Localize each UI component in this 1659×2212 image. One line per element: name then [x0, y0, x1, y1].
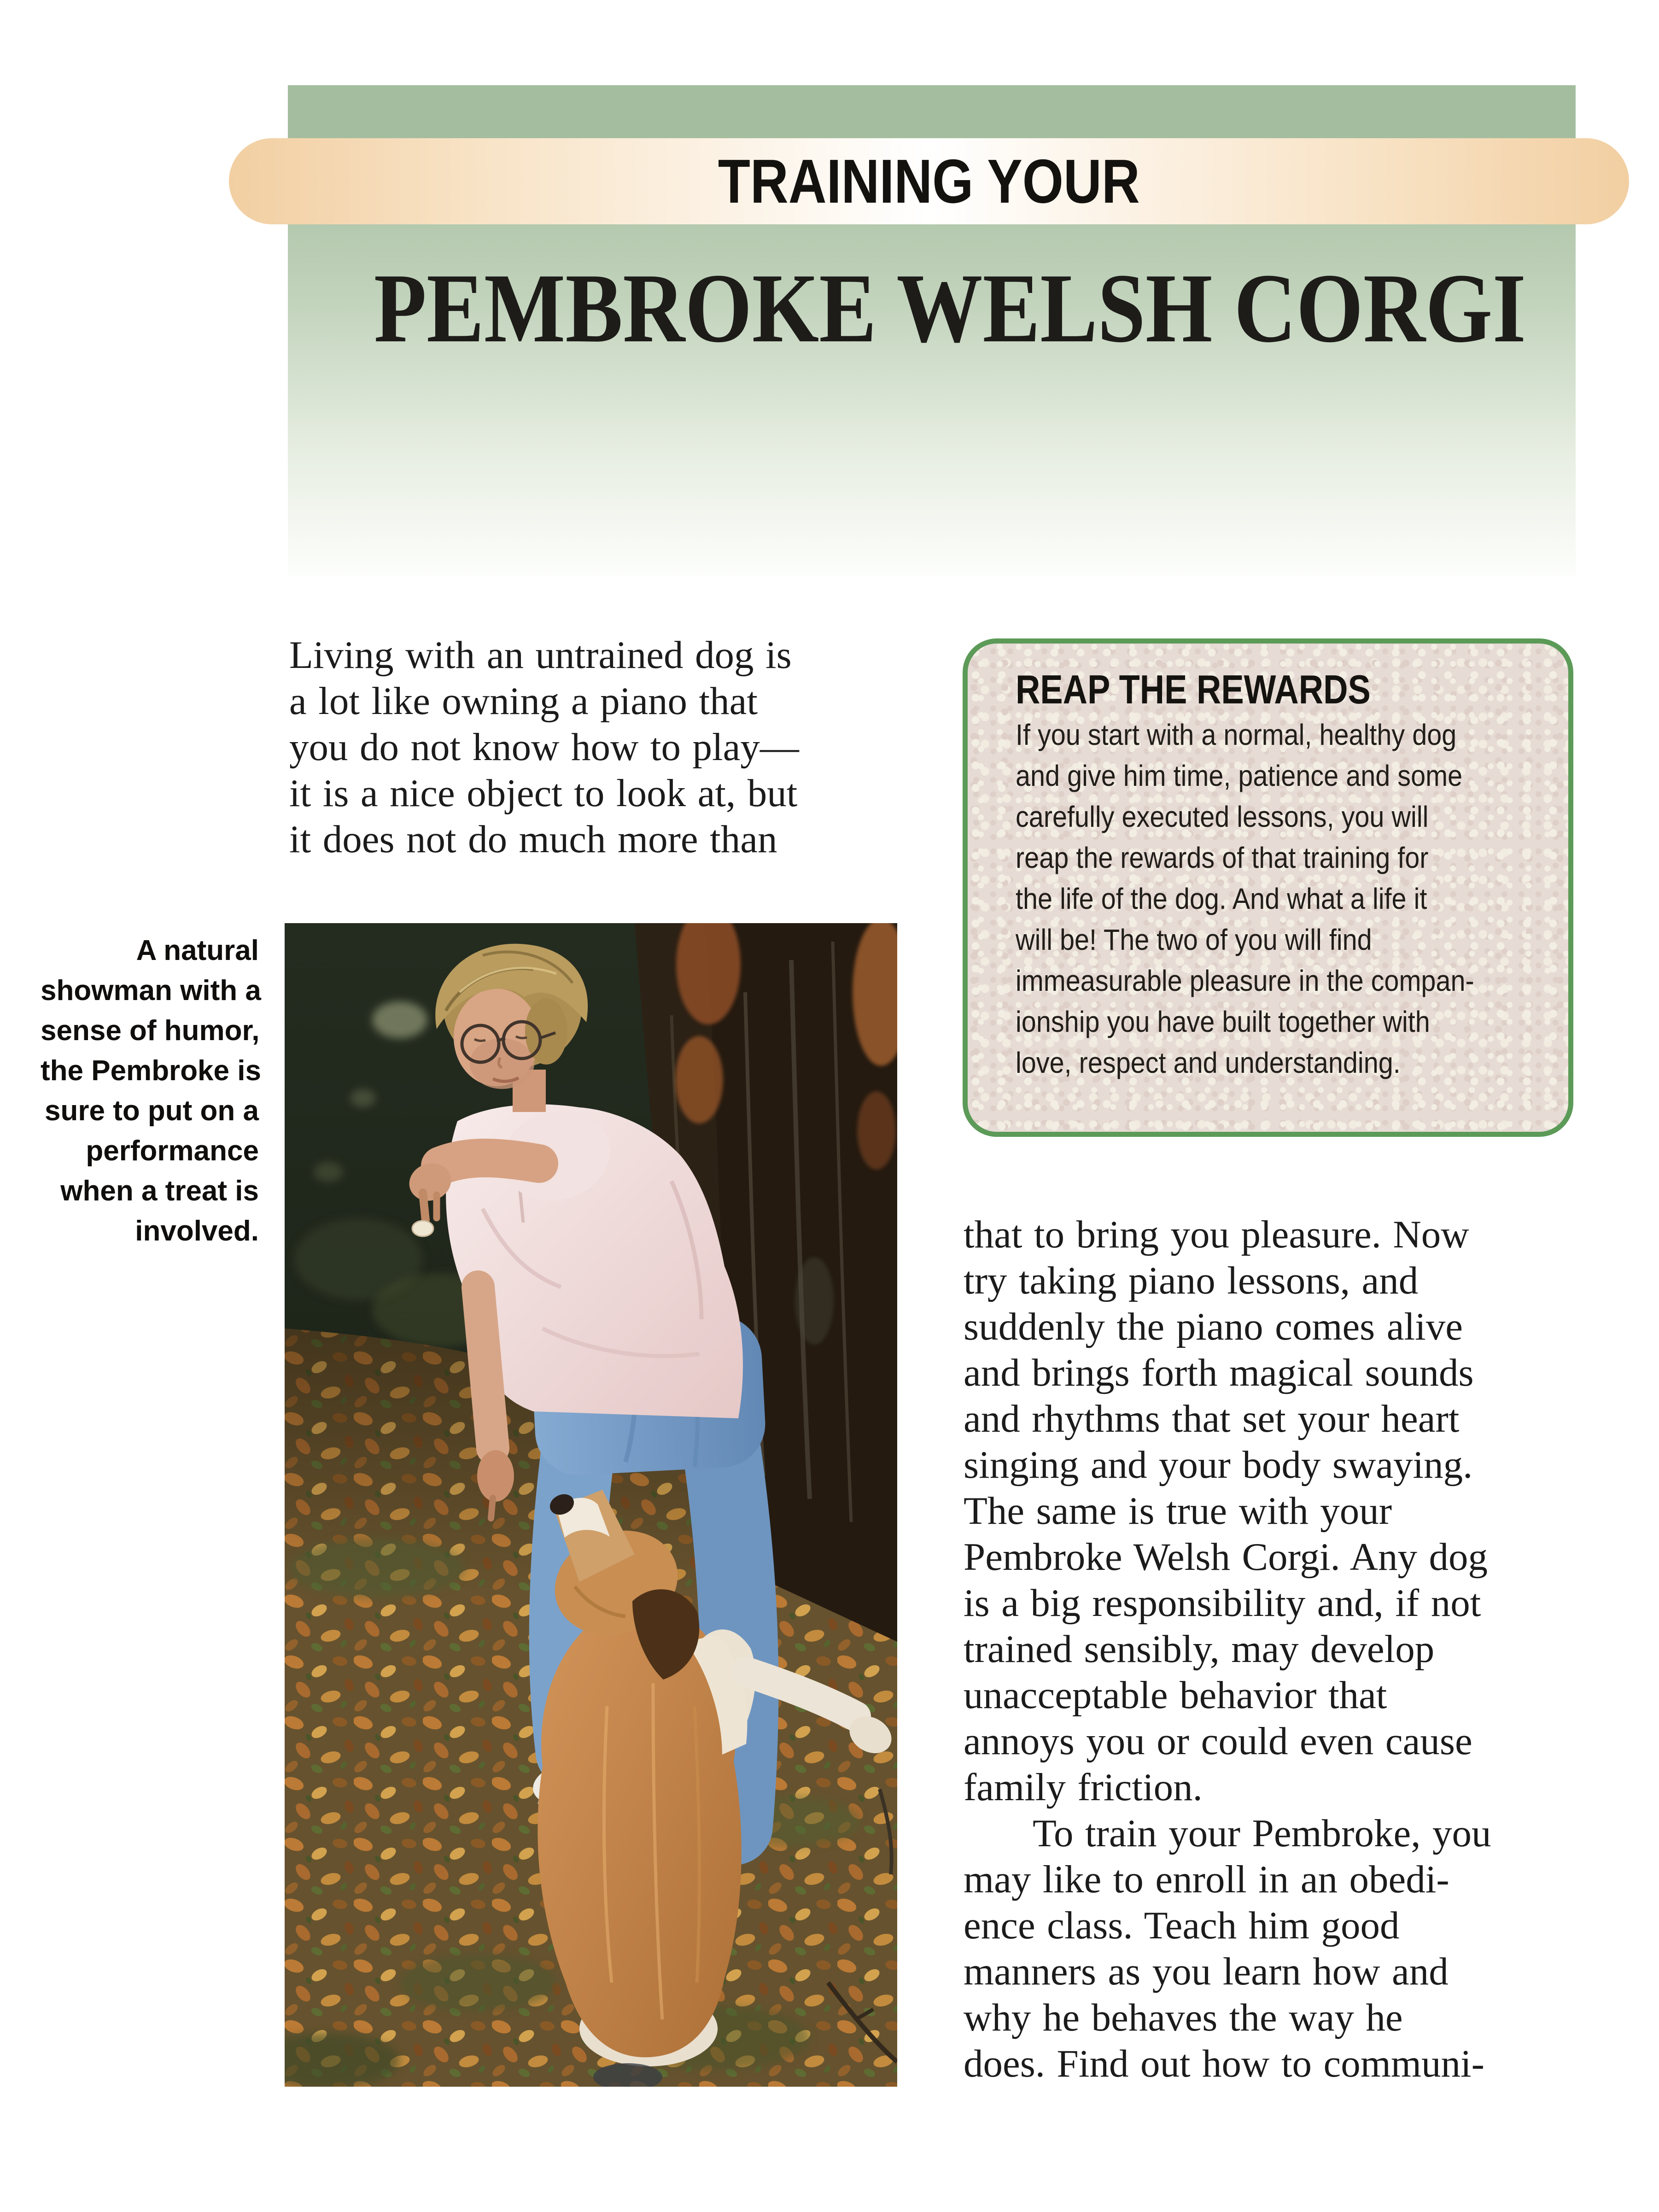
body-line: manners as you learn how and: [964, 1950, 1449, 1993]
caption-line: when a treat is: [60, 1175, 259, 1207]
lower-hand: [477, 1450, 514, 1502]
lowered-arm: [478, 1287, 493, 1448]
photo-illustration: [285, 923, 897, 2087]
body-line: it is a nice object to look at, but: [289, 772, 798, 815]
body-line: is a big responsibility and, if not: [964, 1581, 1481, 1625]
body-line: Living with an untrained dog is: [289, 633, 792, 677]
caption-line: the Pembroke is: [41, 1055, 261, 1087]
sidebar-line: reap the rewards of that training for: [1016, 841, 1429, 874]
caption-line: sense of humor,: [41, 1015, 260, 1047]
caption-line: involved.: [135, 1215, 259, 1247]
right-column: [964, 1211, 1608, 2087]
body-line: why he behaves the way he: [964, 1996, 1403, 2039]
body-line: it does not do much more than: [289, 818, 777, 861]
body-line: Pembroke Welsh Corgi. Any dog: [964, 1535, 1488, 1579]
page-title: PEMBROKE WELSH CORGI: [374, 253, 1526, 363]
sidebar-line: If you start with a normal, healthy dog: [1016, 718, 1457, 751]
body-line: and rhythms that set your heart: [964, 1397, 1460, 1440]
sidebar-reap-the-rewards: [963, 638, 1573, 1137]
sidebar-line: ionship you have built together with: [1016, 1005, 1430, 1038]
body-line: you do not know how to play—: [289, 726, 799, 769]
body-line: ence class. Teach him good: [964, 1904, 1400, 1947]
light-spot: [372, 1001, 427, 1038]
left-column: [289, 632, 925, 862]
sidebar-line: and give him time, patience and some: [1016, 759, 1463, 792]
body-line: singing and your body swaying.: [964, 1443, 1473, 1486]
body-line: suddenly the piano comes alive: [964, 1305, 1463, 1348]
header-banner: [229, 138, 1629, 224]
sidebar-line: love, respect and understanding.: [1016, 1046, 1401, 1079]
caption-line: showman with a: [41, 975, 261, 1007]
photo-svg: [285, 923, 897, 2087]
photo-caption: [41, 930, 259, 1251]
sidebar-line: will be! The two of you will find: [1016, 923, 1372, 956]
body-line: annoys you or could even cause: [964, 1720, 1472, 1763]
body-line: try taking piano lessons, and: [964, 1259, 1419, 1302]
sidebar-line: immeasurable pleasure in the compan-: [1016, 964, 1474, 997]
body-line: To train your Pembroke, you: [1033, 1812, 1491, 1855]
body-line: that to bring you pleasure. Now: [964, 1213, 1469, 1256]
caption-line: A natural: [136, 935, 259, 966]
sidebar-line: carefully executed lessons, you will: [1016, 800, 1429, 833]
sidebar-title: REAP THE REWARDS: [1016, 667, 1371, 712]
caption-line: sure to put on a: [45, 1095, 259, 1127]
body-line: trained sensibly, may develop: [964, 1627, 1435, 1671]
extended-arm: [440, 1158, 539, 1166]
body-line: a lot like owning a piano that: [289, 679, 758, 723]
body-line: does. Find out how to communi-: [964, 2042, 1484, 2085]
body-line: family friction.: [964, 1766, 1203, 1809]
body-line: unacceptable behavior that: [964, 1674, 1387, 1717]
caption-line: performance: [86, 1135, 259, 1167]
body-line: and brings forth magical sounds: [964, 1351, 1474, 1394]
sidebar-line: the life of the dog. And what a life it: [1016, 882, 1427, 915]
body-line: The same is true with your: [964, 1489, 1392, 1533]
kicker-text: TRAINING YOUR: [718, 146, 1140, 216]
dog-treat: [412, 1221, 433, 1236]
body-line: may like to enroll in an obedi-: [964, 1858, 1449, 1901]
